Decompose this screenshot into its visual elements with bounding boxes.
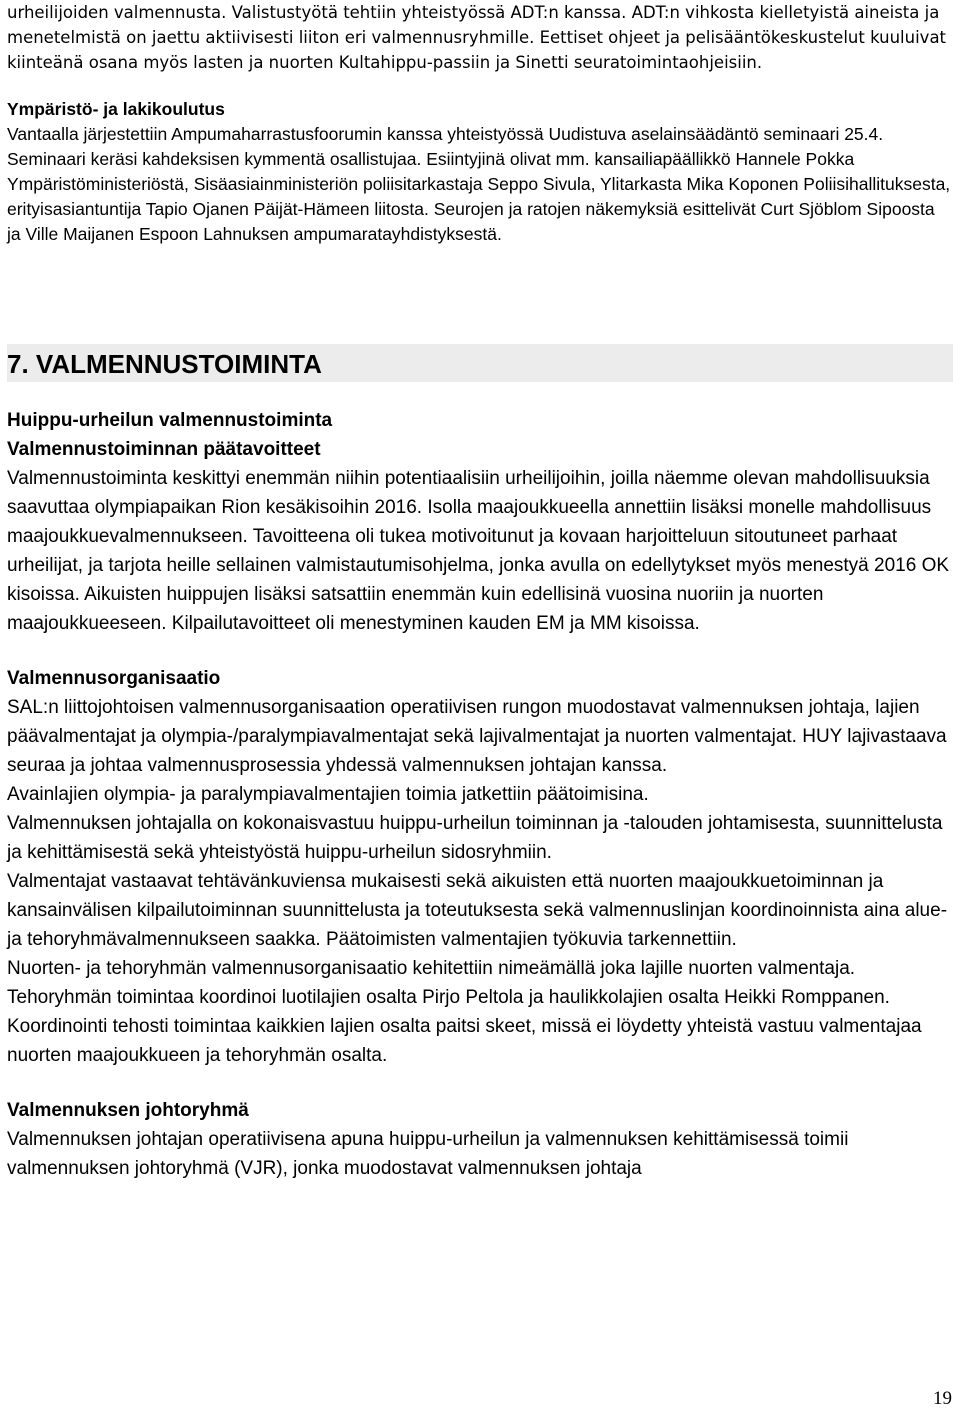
section-title: 7. VALMENNUSTOIMINTA bbox=[7, 344, 953, 382]
organisation-paragraph: Valmennuksen johtajalla on kokonaisvastuu huippu-urheilun toiminnan ja -talouden johtamisesta, suunnittelusta ja kehittämisestä sekä yhteistyöstä huippu-urheilun sidosryhmiin. bbox=[7, 813, 943, 863]
paragraph-spacer bbox=[7, 638, 953, 664]
steering-heading: Valmennuksen johtoryhmä bbox=[7, 1100, 249, 1121]
environment-paragraph: Vantaalla järjestettiin Ampumaharrastusfoorumin kanssa yhteistyössä Uudistuva aselainsäädäntö seminaari 25.4. Seminaari keräsi kahdeksisen kymmentä osallistujaa. Esiintyjinä olivat mm. kansailiapäällikkö Hannele Pokka Ympäristöministeriöstä, Sisäasiainministeriön poliisitarkastaja Seppo Sivula, Ylitarkasta Mika Koponen Poliisihallituksesta, erityisasiantuntija Tapio Ojanen Päijät-Hämeen liitosta. Seurojen ja ratojen näkemyksiä esittelivät Curt Sjöblom Sipoosta ja Ville Maijanen Espoon Lahnuksen ampumaratayhdistyksestä. bbox=[7, 124, 951, 244]
paragraph-spacer bbox=[7, 1070, 953, 1096]
intro-paragraph: urheilijoiden valmennusta. Valistustyötä tehtiin yhteistyössä ADT:n kanssa. ADT:n vihkosta kielletyistä aineista ja menetelmistä on jaettu aktiivisesti liiton eri valmennusryhmille. Eettiset ohjeet ja pelisääntökeskustelut kuuluivat kiinteänä osana myös lasten ja nuorten Kultahippu-passiin ja Sinetti seuratoimintaohjeisiin. bbox=[7, 3, 947, 72]
environment-section bbox=[7, 97, 953, 247]
title-spacer bbox=[7, 382, 953, 406]
goals-paragraph: Valmennustoiminta keskittyi enemmän niihin potentiaalisiin urheilijoihin, joilla näemme olevan mahdollisuuksia saavuttaa olympiapaikan Rion kesäkisoihin 2016. Isolla maajoukkueella annettiin lisäksi monelle mahdollisuus maajoukkuevalmennukseen. Tavoitteena oli tukea motivoitunut ja kovaan harjoitteluun sitoutuneet parhaat urheilijat, ja tarjota heille sellainen valmistautumisohjelma, jonka avulla on edellytykset myös menestyä 2016 OK kisoissa. Aikuisten huippujen lisäksi satsattiin enemmän kuin edellisinä vuosina nuoriin ja nuorten maajoukkueeseen. Kilpailutavoitteet oli menestyminen kauden EM ja MM kisoissa. bbox=[7, 468, 950, 634]
organisation-paragraph: Nuorten- ja tehoryhmän valmennusorganisaatio kehitettiin nimeämällä joka lajille nuorten valmentaja. Tehoryhmän toimintaa koordinoi luotilajien osalta Pirjo Peltola ja haulikkolajien osalta Heikki Romppanen. Koordinointi tehosti toimintaa kaikkien lajien osalta paitsi skeet, missä ei löydetty yhteistä vastuu valmentajaa nuorten maajoukkueen ja tehoryhmän osalta. bbox=[7, 958, 922, 1066]
section-subtitle: Huippu-urheilun valmennustoiminta bbox=[7, 410, 333, 431]
organisation-heading: Valmennusorganisaatio bbox=[7, 668, 221, 689]
organisation-paragraph: Valmentajat vastaavat tehtävänkuviensa mukaisesti sekä aikuisten että nuorten maajoukkuetoiminnan ja kansainvälisen kilpailutoiminnan suunnittelusta ja toteutuksesta sekä valmennuslinjan koordinoinnista aina alue- ja tehoryhmävalmennukseen saakka. Päätoimisten valmentajien työkuvia tarkennettiin. bbox=[7, 871, 948, 950]
document-page bbox=[7, 0, 953, 1183]
organisation-paragraph: Avainlajien olympia- ja paralympiavalmentajien toimia jatkettiin päätoimisina. bbox=[7, 784, 649, 805]
steering-paragraph: Valmennuksen johtajan operatiivisena apuna huippu-urheilun ja valmennuksen kehittämisessä toimii valmennuksen johtoryhmä (VJR), jonka muodostavat valmennuksen johtaja bbox=[7, 1129, 849, 1179]
organisation-paragraph: SAL:n liittojohtoisen valmennusorganisaation operatiivisen rungon muodostavat valmennuksen johtaja, lajien päävalmentajat ja olympia-/paralympiavalmentajat sekä lajivalmentajat ja nuorten valmentajat. HUY lajivastaava seuraa ja johtaa valmennusprosessia yhdessä valmennuksen johtajan kanssa. bbox=[7, 697, 947, 776]
section-spacer bbox=[7, 247, 953, 344]
page-number: 19 bbox=[933, 1388, 952, 1409]
environment-heading: Ympäristö- ja lakikoulutus bbox=[7, 99, 225, 119]
goals-heading: Valmennustoiminnan päätavoitteet bbox=[7, 439, 321, 460]
